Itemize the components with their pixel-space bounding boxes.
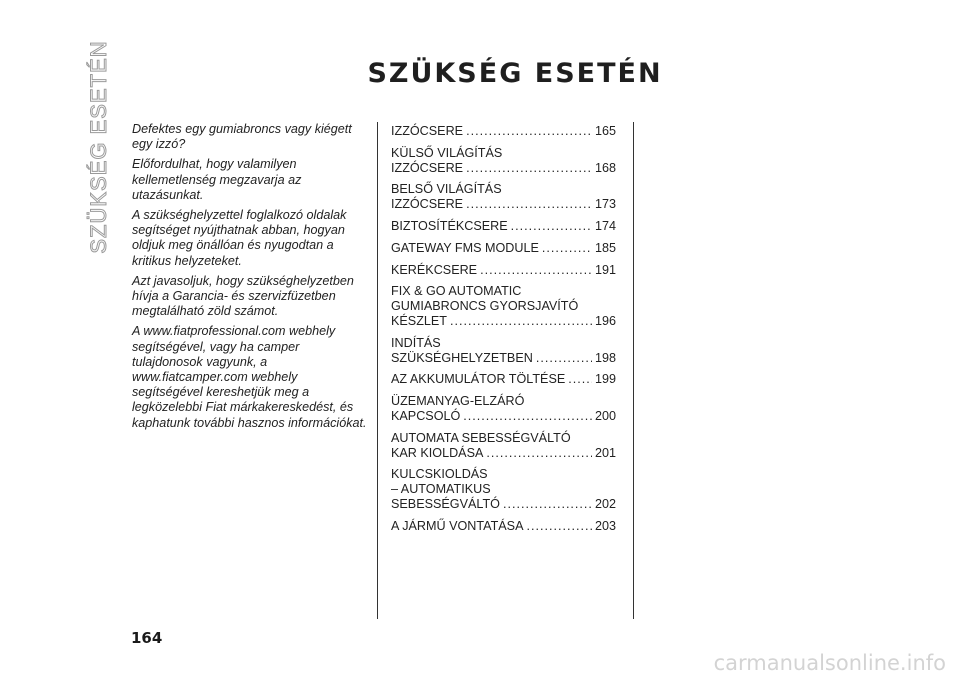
toc-entry-row [391,497,616,512]
toc-page-number: 198 [594,350,616,365]
toc-page-number: 201 [594,445,616,460]
toc-entry[interactable] [391,372,616,387]
toc-entry[interactable] [391,431,616,461]
toc-entry-line: GUMIABRONCS GYORSJAVÍTÓ [391,299,579,314]
toc-entry-row [391,372,616,387]
side-section-label: SZÜKSÉG ESETÉN [86,40,111,254]
intro-paragraph: A szükséghelyzettel foglalkozó oldalak segítséget nyújthatnak abban, hogyan oldjuk meg önállóan és nyugodtan a kritikus helyzeteket. [132,208,347,268]
toc-entry-row [391,161,616,176]
toc-entry-line: ÜZEMANYAG-ELZÁRÓ [391,394,525,409]
toc-entry-row [391,409,616,424]
toc-entry-row [391,241,616,256]
toc-entry-title: KAPCSOLÓ [391,408,461,423]
toc-entry-row [391,519,616,534]
toc-entry-row [391,351,616,366]
column-divider-left [377,122,378,619]
toc-entry-row [391,446,616,461]
intro-paragraph: Azt javasoljuk, hogy szükséghelyzetben hívja a Garancia- és szervizfüzetben megtalálható zöld számot. [132,273,354,319]
toc-entry-row [391,314,616,329]
toc-leader-dots [542,241,592,256]
toc-entry-title: KERÉKCSERE [391,262,478,277]
toc-leader-dots [568,372,592,387]
toc-page-number: 191 [594,262,616,277]
toc-page-number: 173 [594,197,616,212]
intro-paragraph: Előfordulhat, hogy valamilyen kellemetlenség megzavarja az utazásunkat. [132,157,302,202]
toc-entry[interactable] [391,241,616,256]
column-divider-right [633,122,634,619]
toc-leader-dots [450,314,592,329]
toc-entry[interactable] [391,146,616,176]
toc-leader-dots [463,409,592,424]
toc-entry[interactable] [391,124,616,139]
toc-entry-title: KAR KIOLDÁSA [391,445,484,460]
toc-leader-dots [486,446,592,461]
toc-leader-dots [536,351,592,366]
toc-page-number: 165 [594,124,616,138]
toc-entry-line: – AUTOMATIKUS [391,482,491,497]
toc-entry-title: BIZTOSÍTÉKCSERE [391,218,508,233]
toc-entry[interactable] [391,336,616,366]
toc-entry-line: AUTOMATA SEBESSÉGVÁLTÓ [391,430,571,445]
toc-entry[interactable] [391,519,616,534]
toc-entry-title: KÉSZLET [391,313,447,328]
toc-entry-line: INDÍTÁS [391,335,441,350]
toc-leader-dots [511,219,592,234]
toc-entry-title: SZÜKSÉGHELYZETBEN [391,350,533,365]
toc-entry-row [391,263,616,278]
intro-text [132,122,367,436]
toc-entry-line: KÜLSŐ VILÁGÍTÁS [391,145,503,160]
toc-entry-row [391,124,616,139]
toc-leader-dots [480,263,592,278]
toc-entry[interactable] [391,467,616,511]
toc-page-number: 196 [594,313,616,328]
toc-entry-line: FIX & GO AUTOMATIC [391,284,522,299]
toc-entry[interactable] [391,182,616,212]
toc-leader-dots [466,161,592,176]
toc-entry[interactable] [391,284,616,328]
toc-entry[interactable] [391,394,616,424]
toc-entry-row [391,219,616,234]
toc-entry-line: BELSŐ VILÁGÍTÁS [391,182,502,197]
page-title: SZÜKSÉG ESETÉN [367,58,663,89]
toc-entry[interactable] [391,219,616,234]
intro-paragraph: Defektes egy gumiabroncs vagy kiégett egy izzó? [132,122,352,152]
intro-paragraph: A www.fiatprofessional.com webhely segítségével, vagy ha camper tulajdonosok vagyunk, a www.fiatcamper.com webhely segítségével kereshetjük meg a legközelebbi Fiat márkakereskedést, és kaphatunk további hasznos információkat. [132,324,367,430]
page-number: 164 [131,629,163,647]
toc-page-number: 200 [594,408,616,423]
toc-leader-dots [527,519,592,534]
toc-entry-title: GATEWAY FMS MODULE [391,240,539,255]
watermark: carmanualsonline.info [713,651,946,675]
toc-page-number: 185 [594,240,616,255]
toc-entry-title: AZ AKKUMULÁTOR TÖLTÉSE [391,372,566,387]
toc-entry[interactable] [391,263,616,278]
toc-page-number: 202 [594,496,616,511]
toc-entry-title: A JÁRMŰ VONTATÁSA [391,518,524,533]
toc-entry-row [391,197,616,212]
toc-page-number: 199 [594,372,616,387]
toc-page-number: 168 [594,160,616,175]
toc-entry-title: IZZÓCSERE [391,124,464,138]
toc-entry-title: IZZÓCSERE [391,160,464,175]
side-section-tab [84,40,114,254]
toc-page-number: 174 [594,218,616,233]
toc-leader-dots [466,197,592,212]
toc-entry-line: KULCSKIOLDÁS [391,467,488,482]
toc-entry-title: SEBESSÉGVÁLTÓ [391,496,500,511]
table-of-contents [391,124,616,541]
toc-page-number: 203 [594,518,616,533]
toc-entry-title: IZZÓCSERE [391,197,464,212]
toc-leader-dots [503,497,592,512]
toc-leader-dots [466,124,592,139]
